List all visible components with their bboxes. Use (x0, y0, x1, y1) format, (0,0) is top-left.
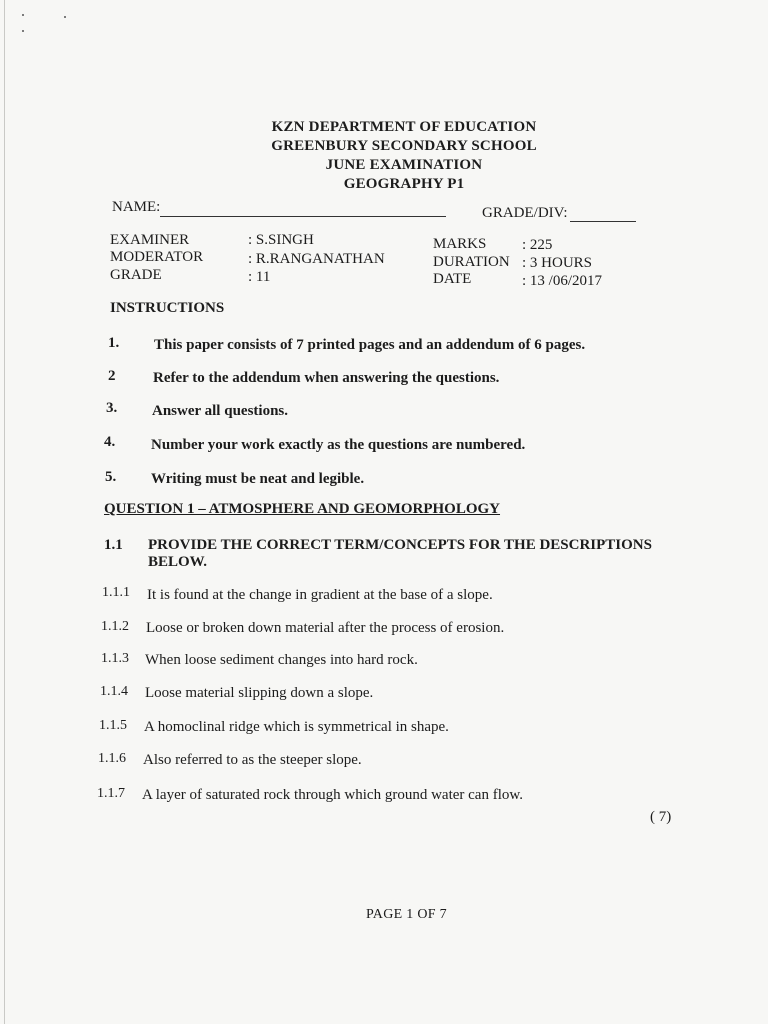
item-text: It is found at the change in gradient at the base of a slope. (147, 587, 493, 603)
grade-label: GRADE (110, 267, 162, 283)
question-1-1-number: 1.1 (104, 537, 123, 553)
name-label: NAME: (112, 199, 161, 215)
scan-speck (22, 14, 24, 16)
instruction-number: 1. (108, 335, 120, 351)
header-school: GREENBURY SECONDARY SCHOOL (271, 138, 537, 154)
item-number: 1.1.7 (97, 786, 125, 801)
examiner-value: : S.SINGH (248, 232, 314, 248)
header-exam: JUNE EXAMINATION (325, 157, 483, 173)
instruction-number: 2 (108, 368, 116, 384)
grade-div-label: GRADE/DIV: (482, 205, 568, 221)
exam-header (0, 118, 768, 194)
item-number: 1.1.2 (101, 619, 129, 634)
instruction-number: 4. (104, 434, 116, 450)
scan-speck (64, 16, 66, 18)
marks-label: MARKS (433, 236, 487, 252)
instructions-title: INSTRUCTIONS (110, 300, 225, 316)
instruction-text: Refer to the addendum when answering the questions. (153, 370, 500, 386)
scan-speck (22, 30, 24, 32)
instruction-text: Writing must be neat and legible. (151, 471, 365, 487)
instruction-text: Answer all questions. (152, 403, 288, 419)
item-text: A homoclinal ridge which is symmetrical in shape. (144, 719, 449, 735)
moderator-label: MODERATOR (110, 249, 204, 265)
item-number: 1.1.3 (101, 651, 129, 666)
header-subject: GEOGRAPHY P1 (343, 176, 465, 192)
item-text: A layer of saturated rock through which ground water can flow. (142, 787, 523, 803)
date-value: : 13 /06/2017 (522, 273, 603, 289)
instruction-text: This paper consists of 7 printed pages and an addendum of 6 pages. (154, 337, 586, 353)
item-number: 1.1.5 (99, 718, 127, 733)
instruction-number: 5. (105, 469, 117, 485)
question-1-heading: QUESTION 1 – ATMOSPHERE AND GEOMORPHOLOGY (104, 501, 501, 517)
item-text: Loose or broken down material after the process of erosion. (146, 620, 505, 636)
item-text: When loose sediment changes into hard rock. (145, 652, 418, 668)
duration-label: DURATION (433, 254, 510, 270)
instruction-text: Number your work exactly as the questions are numbered. (151, 437, 526, 453)
header-department: KZN DEPARTMENT OF EDUCATION (271, 119, 537, 135)
item-number: 1.1.4 (100, 684, 128, 699)
name-line (160, 216, 446, 217)
instruction-number: 3. (106, 400, 118, 416)
grade-value: : 11 (248, 269, 271, 285)
marks-value: : 225 (522, 237, 553, 253)
item-number: 1.1.6 (98, 751, 126, 766)
item-text: Also referred to as the steeper slope. (143, 752, 362, 768)
question-1-1-text: PROVIDE THE CORRECT TERM/CONCEPTS FOR THE DESCRIPTIONS BELOW. (148, 537, 652, 570)
duration-value: : 3 HOURS (522, 255, 593, 271)
date-label: DATE (433, 271, 472, 287)
item-text: Loose material slipping down a slope. (145, 685, 374, 701)
examiner-label: EXAMINER (110, 232, 190, 248)
item-number: 1.1.1 (102, 585, 130, 600)
grade-div-line (570, 221, 636, 222)
question-marks: ( 7) (650, 809, 672, 825)
page-number: PAGE 1 OF 7 (366, 907, 447, 922)
moderator-value: : R.RANGANATHAN (248, 251, 385, 267)
